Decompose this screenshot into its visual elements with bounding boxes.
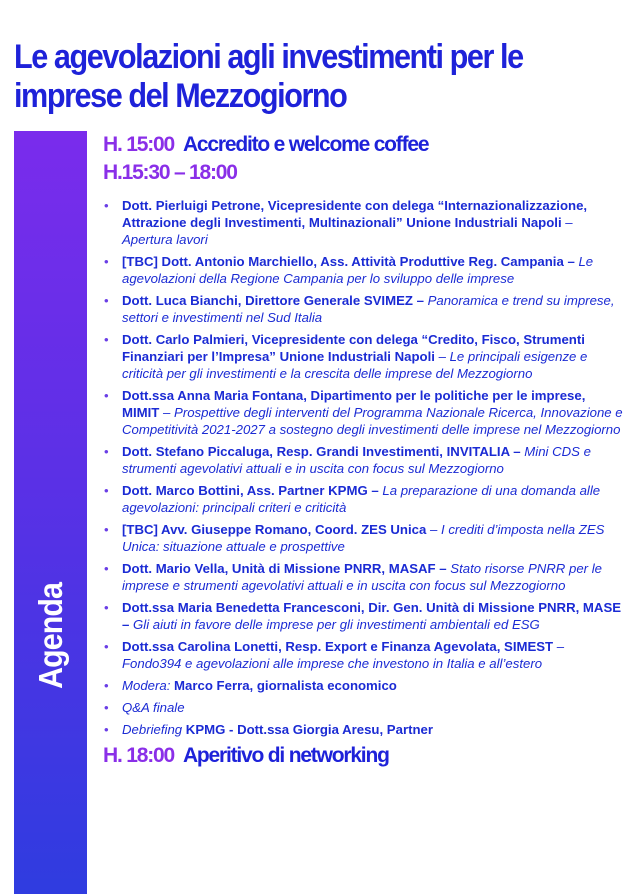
bullet-icon: • — [104, 678, 109, 693]
time-label: H.15:30 – 18:00 — [103, 161, 237, 184]
agenda-item: • [TBC] Avv. Giuseppe Romano, Coord. ZES Unica – I crediti d’imposta nella ZES Unica: situazione attuale e prospettive — [104, 522, 605, 554]
agenda-item-moderator: • Modera: Marco Ferra, giornalista economico — [104, 678, 397, 693]
bullet-icon: • — [104, 444, 109, 459]
bullet-icon: • — [104, 600, 109, 615]
time-title: Accredito e welcome coffee — [182, 133, 429, 156]
bullet-icon: • — [104, 293, 109, 308]
bullet-icon: • — [104, 561, 109, 576]
time-label: H. 18:00 — [103, 744, 174, 767]
agenda-item: • Dott. Luca Bianchi, Direttore Generale SVIMEZ – Panoramica e trend su imprese, settori e investimenti nel Sud Italia — [104, 293, 615, 325]
agenda-item: • Dott. Pierluigi Petrone, Vicepresidente con delega “Internazionalizzazione, Attrazione degli Investimenti, Multinazionali” Unione Industriali Napoli – Apertura lavori — [104, 198, 588, 247]
time-row-session — [103, 161, 623, 189]
agenda-item: • [TBC] Dott. Antonio Marchiello, Ass. Attività Produttive Reg. Campania – Le agevolazioni della Regione Campania per lo sviluppo delle imprese — [104, 254, 594, 286]
agenda-item: • Dott.ssa Anna Maria Fontana, Dipartimento per le politiche per le imprese, MIMIT – Prospettive degli interventi del Programma Nazionale Ricerca, Innovazione e Competitività 2021-2027 a sostegno degli investimenti delle imprese nel Mezzogiorno — [104, 388, 623, 437]
agenda-content — [103, 133, 623, 772]
agenda-item: • Dott. Marco Bottini, Ass. Partner KPMG – La preparazione di una domanda alle agevolazioni: principali criteri e criticità — [104, 483, 601, 515]
agenda-item: • Dott.ssa Carolina Lonetti, Resp. Export e Finanza Agevolata, SIMEST – Fondo394 e agevolazioni alle imprese che investono in Italia e all’estero — [104, 639, 565, 671]
bullet-icon: • — [104, 700, 109, 715]
bullet-icon: • — [104, 388, 109, 403]
sidebar-label: Agenda — [31, 583, 69, 689]
time-row-networking — [103, 744, 623, 772]
time-title: Aperitivo di networking — [182, 744, 389, 767]
agenda-item: • Dott. Carlo Palmieri, Vicepresidente con delega “Credito, Fisco, Strumenti Finanziari per l’Impresa” Unione Industriali Napoli – Le principali esigenze e criticità per gli investimenti e la crescita delle imprese del Mezzogiorno — [104, 332, 588, 381]
page-title: Le agevolazioni agli investimenti per le imprese del Mezzogiorno — [14, 38, 523, 115]
time-row-welcome — [103, 133, 623, 161]
agenda-list — [103, 197, 623, 738]
bullet-icon: • — [104, 198, 109, 213]
agenda-item-qa: • Q&A finale — [104, 700, 185, 715]
time-label: H. 15:00 — [103, 133, 174, 156]
agenda-item: • Dott.ssa Maria Benedetta Francesconi, Dir. Gen. Unità di Missione PNRR, MASE – Gli aiuti in favore delle imprese per gli investimenti ambientali ed ESG — [104, 600, 622, 632]
agenda-item: • Dott. Mario Vella, Unità di Missione PNRR, MASAF – Stato risorse PNRR per le imprese e strumenti agevolativi attuali e in uscita con focus sul Mezzogiorno — [104, 561, 602, 593]
agenda-item: • Dott. Stefano Piccaluga, Resp. Grandi Investimenti, INVITALIA – Mini CDS e strumenti agevolativi attuali e in uscita con focus sul Mezzogiorno — [104, 444, 591, 476]
agenda-sidebar — [14, 131, 87, 894]
bullet-icon: • — [104, 332, 109, 347]
bullet-icon: • — [104, 639, 109, 654]
bullet-icon: • — [104, 522, 109, 537]
bullet-icon: • — [104, 483, 109, 498]
agenda-item-debriefing: • Debriefing KPMG - Dott.ssa Giorgia Aresu, Partner — [104, 722, 433, 737]
bullet-icon: • — [104, 722, 109, 737]
bullet-icon: • — [104, 254, 109, 269]
